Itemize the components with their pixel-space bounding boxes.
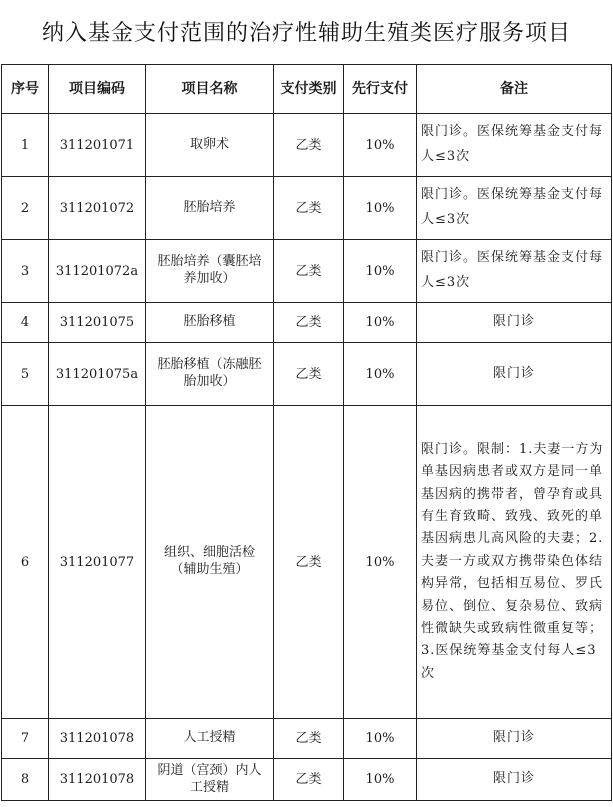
table-row: [2, 406, 612, 719]
header-code: 项目编码: [49, 65, 146, 114]
cell-name: 胚胎移植（冻融胚胎加收）: [146, 343, 274, 406]
cell-seq: 5: [2, 343, 49, 406]
cell-advance: 10%: [344, 303, 417, 343]
cell-note: 限门诊。限制：1.夫妻一方为单基因病患者或双方是同一单基因病的携带者，曾孕育或具有生育致畸、致残、致死的单基因病患儿高风险的夫妻；2.夫妻一方或双方携带染色体结构异常，包括相互易位、罗氏易位、倒位、复杂易位、致病性微缺失或致病性微重复等；3.医保统筹基金支付每人≤3次: [417, 406, 612, 719]
cell-category: 乙类: [274, 240, 344, 303]
cell-seq: 2: [2, 177, 49, 240]
cell-note: 限门诊。医保统筹基金支付每人≤3次: [417, 240, 612, 303]
table-row: [2, 177, 612, 240]
cell-category: 乙类: [274, 303, 344, 343]
table-row: [2, 240, 612, 303]
header-seq: 序号: [2, 65, 49, 114]
cell-category: 乙类: [274, 719, 344, 759]
cell-seq: 6: [2, 406, 49, 719]
table-header-row: [2, 65, 612, 114]
cell-advance: 10%: [344, 406, 417, 719]
cell-name: 组织、细胞活检（辅助生殖）: [146, 406, 274, 719]
table-row: [2, 303, 612, 343]
cell-name: 胚胎移植: [146, 303, 274, 343]
table-row: [2, 343, 612, 406]
page-title: 纳入基金支付范围的治疗性辅助生殖类医疗服务项目: [41, 20, 571, 46]
cell-name: 阴道（宫颈）内人工授精: [146, 759, 274, 801]
cell-code: 311201078: [49, 759, 146, 801]
cell-name: 取卵术: [146, 114, 274, 177]
services-table: [1, 64, 612, 801]
cell-advance: 10%: [344, 719, 417, 759]
header-name: 项目名称: [146, 65, 274, 114]
table-row: [2, 759, 612, 801]
cell-code: 311201075a: [49, 343, 146, 406]
cell-seq: 8: [2, 759, 49, 801]
table-row: [2, 114, 612, 177]
cell-note: 限门诊: [417, 759, 612, 801]
cell-advance: 10%: [344, 759, 417, 801]
cell-advance: 10%: [344, 240, 417, 303]
cell-seq: 7: [2, 719, 49, 759]
cell-advance: 10%: [344, 177, 417, 240]
cell-name: 胚胎培养（囊胚培养加收）: [146, 240, 274, 303]
cell-category: 乙类: [274, 406, 344, 719]
cell-code: 311201075: [49, 303, 146, 343]
cell-category: 乙类: [274, 343, 344, 406]
cell-note: 限门诊: [417, 343, 612, 406]
cell-seq: 1: [2, 114, 49, 177]
header-advance: 先行支付: [344, 65, 417, 114]
cell-seq: 4: [2, 303, 49, 343]
header-category: 支付类别: [274, 65, 344, 114]
cell-advance: 10%: [344, 343, 417, 406]
cell-code: 311201072: [49, 177, 146, 240]
cell-note: 限门诊。医保统筹基金支付每人≤3次: [417, 177, 612, 240]
cell-name: 胚胎培养: [146, 177, 274, 240]
cell-code: 311201078: [49, 719, 146, 759]
cell-name: 人工授精: [146, 719, 274, 759]
cell-seq: 3: [2, 240, 49, 303]
cell-category: 乙类: [274, 177, 344, 240]
cell-note: 限门诊: [417, 719, 612, 759]
cell-note: 限门诊。医保统筹基金支付每人≤3次: [417, 114, 612, 177]
cell-code: 311201071: [49, 114, 146, 177]
cell-category: 乙类: [274, 114, 344, 177]
header-note: 备注: [417, 65, 612, 114]
table-row: [2, 719, 612, 759]
cell-note: 限门诊: [417, 303, 612, 343]
cell-category: 乙类: [274, 759, 344, 801]
cell-advance: 10%: [344, 114, 417, 177]
cell-code: 311201077: [49, 406, 146, 719]
cell-code: 311201072a: [49, 240, 146, 303]
